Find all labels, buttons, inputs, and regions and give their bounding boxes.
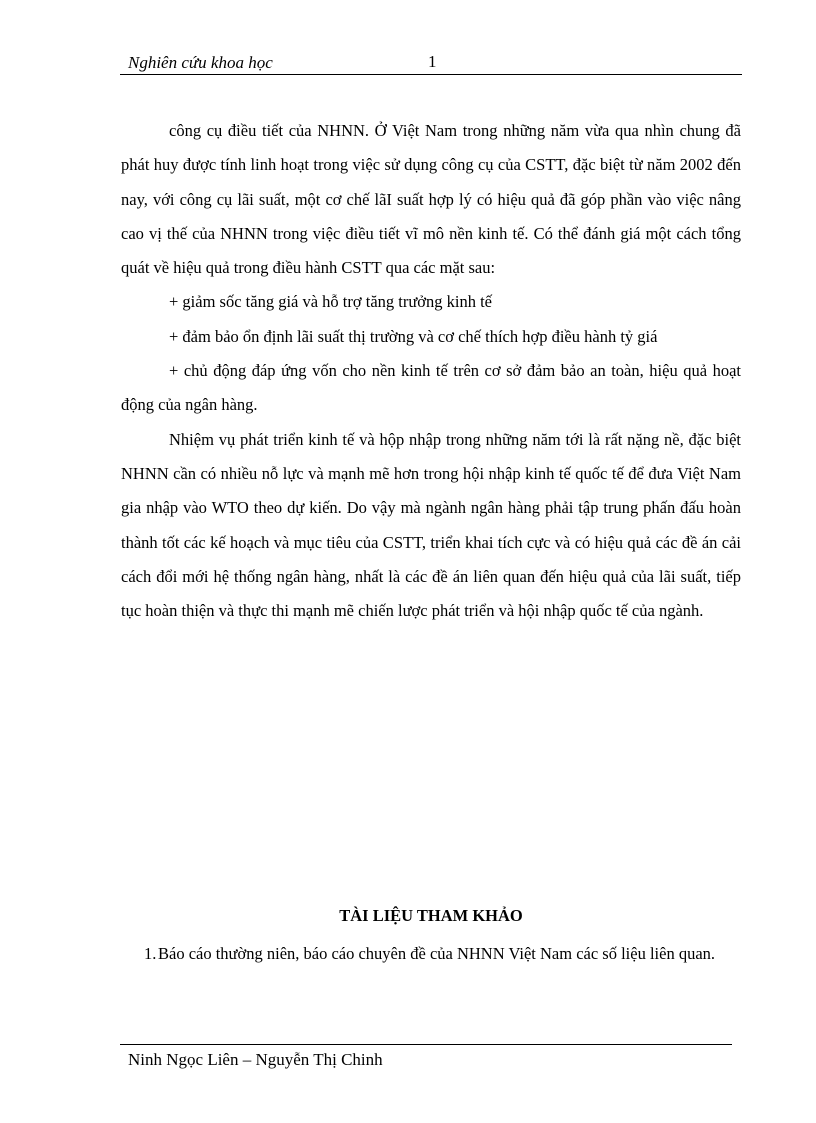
bullet-item: + giảm sốc tăng giá và hỗ trợ tăng trưởng kinh tế bbox=[169, 292, 493, 312]
header-title: Nghiên cứu khoa học bbox=[128, 53, 273, 72]
reference-item bbox=[121, 937, 741, 971]
bullet-item: + chủ động đáp ứng vốn cho nền kinh tế trên cơ sở đảm bảo an toàn, hiệu quả hoạt động của ngân hàng. bbox=[121, 361, 741, 415]
reference-number: 1. bbox=[144, 944, 157, 963]
footer-authors: Ninh Ngọc Liên – Nguyễn Thị Chinh bbox=[128, 1050, 383, 1069]
reference-text: Báo cáo thường niên, báo cáo chuyên đề của NHNN Việt Nam các số liệu liên quan. bbox=[158, 944, 716, 963]
bullet-item: + đảm bảo ổn định lãi suất thị trường và cơ chế thích hợp điều hành tỷ giá bbox=[169, 326, 658, 346]
references-heading: TÀI LIỆU THAM KHẢO bbox=[339, 906, 523, 925]
body-text bbox=[121, 114, 741, 628]
footer-divider bbox=[120, 1044, 732, 1045]
page-number: 1 bbox=[428, 52, 437, 71]
references-list bbox=[121, 937, 741, 971]
paragraph-conclusion: Nhiệm vụ phát triển kinh tế và hộp nhập trong những năm tới là rất nặng nề, đặc biệt NHNN cần có nhiều nỗ lực và mạnh mẽ hơn trong hội nhập kinh tế quốc tế để đưa Việt Nam gia nhập vào WTO theo dự kiến. Do vậy mà ngành ngân hàng phải tập trung phấn đấu hoàn thành tốt các kế hoạch và mục tiêu của CSTT, triển khai tích cực và có hiệu quả các đề án cải cách đổi mới hệ thống ngân hàng, nhất là các đề án liên quan đến hiệu quả của lãi suất, tiếp tục hoàn thiện và thực thi mạnh mẽ chiến lược phát triển và hội nhập quốc tế của ngành. bbox=[121, 429, 741, 621]
paragraph-intro: công cụ điều tiết của NHNN. Ở Việt Nam trong những năm vừa qua nhìn chung đã phát huy được tính linh hoạt trong việc sử dụng công cụ của CSTT, đặc biệt từ năm 2002 đến nay, với công cụ lãi suất, một cơ chế lãI suất hợp lý có hiệu quả đã góp phần vào việc nâng cao vị thế của NHNN trong việc điều tiết vĩ mô nền kinh tế. Có thể đánh giá một cách tổng quát về hiệu quả trong điều hành CSTT qua các mặt sau: bbox=[121, 121, 741, 278]
page-header bbox=[120, 52, 742, 75]
